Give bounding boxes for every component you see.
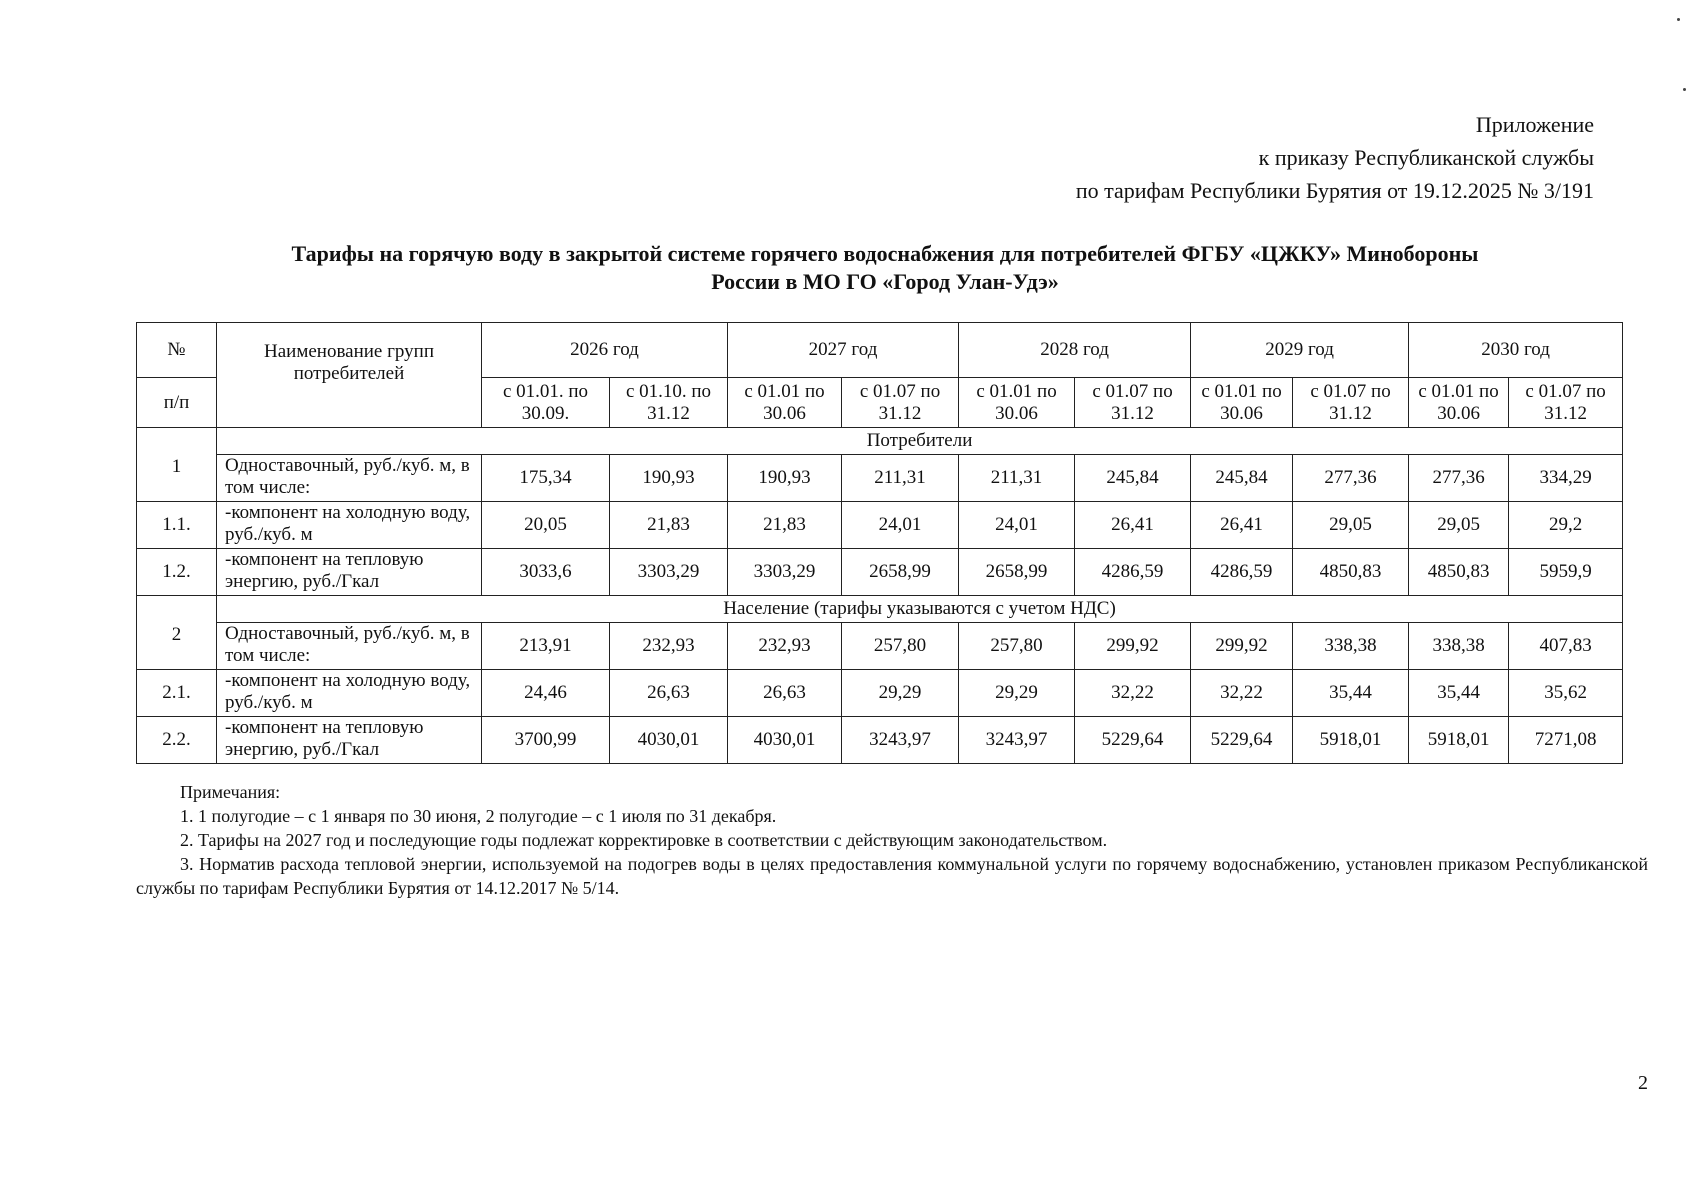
document-title-line-1: Тарифы на горячую воду в закрытой системе горячего водоснабжения для потребителей ФГБУ «ЦЖКУ» Минобороны: [291, 241, 1479, 266]
tariff-value: 3243,97: [842, 717, 959, 764]
tariff-value: 3033,6: [482, 549, 610, 596]
period-header: с 01.07 по 31.12: [842, 378, 959, 428]
period-header: с 01.07 по 31.12: [1509, 378, 1623, 428]
tariff-value: 4850,83: [1409, 549, 1509, 596]
tariff-value: 5229,64: [1191, 717, 1293, 764]
group-title: Потребители: [217, 428, 1623, 455]
tariff-value: 190,93: [728, 455, 842, 502]
tariff-value: 3303,29: [610, 549, 728, 596]
tariff-value: 26,41: [1191, 502, 1293, 549]
row-number: 1.1.: [137, 502, 217, 549]
col-no-header: №: [137, 323, 217, 378]
appendix-label: Приложение: [1475, 112, 1594, 137]
tariff-value: 26,41: [1075, 502, 1191, 549]
appendix-order-ref: к приказу Республиканской службы: [1258, 145, 1594, 170]
row-number: 2.2.: [137, 717, 217, 764]
tariff-value: 24,46: [482, 670, 610, 717]
period-header: с 01.01 по 30.06: [1191, 378, 1293, 428]
period-header: с 01.07 по 31.12: [1075, 378, 1191, 428]
period-header: с 01.01. по 30.09.: [482, 378, 610, 428]
period-header: с 01.10. по 31.12: [610, 378, 728, 428]
tariff-value: 257,80: [842, 623, 959, 670]
tariff-value: 26,63: [728, 670, 842, 717]
notes-title: Примечания:: [180, 782, 281, 802]
group-title-row: [137, 596, 1623, 623]
table-header-row-years: [137, 323, 1623, 378]
notes-section: [136, 780, 1648, 900]
tariff-value: 338,38: [1293, 623, 1409, 670]
tariff-value: 299,92: [1191, 623, 1293, 670]
tariff-value: 5918,01: [1293, 717, 1409, 764]
tariff-value: 2658,99: [959, 549, 1075, 596]
tariff-value: 29,29: [842, 670, 959, 717]
tariff-value: 175,34: [482, 455, 610, 502]
period-header: с 01.07 по 31.12: [1293, 378, 1409, 428]
tariff-value: 5918,01: [1409, 717, 1509, 764]
tariff-value: 245,84: [1191, 455, 1293, 502]
group-title-row: [137, 428, 1623, 455]
tariff-value: 29,29: [959, 670, 1075, 717]
group-number: 1: [137, 428, 217, 502]
table-row: [137, 623, 1623, 670]
tariff-value: 213,91: [482, 623, 610, 670]
note-item: 2. Тарифы на 2027 год и последующие годы подлежат корректировке в соответствии с действующим законодательством.: [180, 830, 1108, 850]
year-header-2026: 2026 год: [482, 323, 728, 378]
scan-speck: [1683, 88, 1686, 91]
tariff-value: 20,05: [482, 502, 610, 549]
tariff-value: 21,83: [728, 502, 842, 549]
tariff-value: 4286,59: [1075, 549, 1191, 596]
tariff-value: 21,83: [610, 502, 728, 549]
tariff-value: 26,63: [610, 670, 728, 717]
row-name: -компонент на холодную воду, руб./куб. м: [217, 502, 482, 549]
tariff-value: 4030,01: [610, 717, 728, 764]
group-title: Население (тарифы указываются с учетом НДС): [217, 596, 1623, 623]
tariff-value: 35,62: [1509, 670, 1623, 717]
row-name: -компонент на холодную воду, руб./куб. м: [217, 670, 482, 717]
tariff-value: 3700,99: [482, 717, 610, 764]
group-number: 2: [137, 596, 217, 670]
col-name-header: Наименование групп потребителей: [217, 323, 482, 428]
tariff-value: 245,84: [1075, 455, 1191, 502]
tariff-value: 35,44: [1409, 670, 1509, 717]
row-name: Одноставочный, руб./куб. м, в том числе:: [217, 455, 482, 502]
tariff-value: 299,92: [1075, 623, 1191, 670]
tariff-value: 35,44: [1293, 670, 1409, 717]
year-header-2030: 2030 год: [1409, 323, 1623, 378]
table-row: [137, 717, 1623, 764]
note-item: 3. Норматив расхода тепловой энергии, используемой на подогрев воды в целях предоставления коммунальной услуги по горячему водоснабжению, установлен приказом Республиканской службы по тарифам Республики Бурятия от 14.12.2017 № 5/14.: [136, 854, 1648, 898]
tariff-value: 190,93: [610, 455, 728, 502]
document-title-line-2: России в МО ГО «Город Улан-Удэ»: [711, 269, 1059, 294]
tariff-value: 24,01: [959, 502, 1075, 549]
period-header: с 01.01 по 30.06: [728, 378, 842, 428]
tariff-value: 277,36: [1409, 455, 1509, 502]
row-name: -компонент на тепловую энергию, руб./Гкал: [217, 717, 482, 764]
year-header-2028: 2028 год: [959, 323, 1191, 378]
row-name: -компонент на тепловую энергию, руб./Гкал: [217, 549, 482, 596]
tariff-value: 2658,99: [842, 549, 959, 596]
table-row: [137, 455, 1623, 502]
row-number: 2.1.: [137, 670, 217, 717]
tariff-value: 211,31: [842, 455, 959, 502]
scan-speck: [1677, 18, 1680, 21]
tariff-value: 232,93: [610, 623, 728, 670]
tariff-value: 3303,29: [728, 549, 842, 596]
tariff-value: 7271,08: [1509, 717, 1623, 764]
appendix-order-date: по тарифам Республики Бурятия от 19.12.2025 № 3/191: [1075, 178, 1594, 203]
appendix-header: [1076, 108, 1594, 207]
tariff-value: 338,38: [1409, 623, 1509, 670]
tariff-value: 4286,59: [1191, 549, 1293, 596]
tariff-value: 29,05: [1293, 502, 1409, 549]
tariff-value: 32,22: [1191, 670, 1293, 717]
row-number: 1.2.: [137, 549, 217, 596]
tariff-value: 232,93: [728, 623, 842, 670]
tariff-value: 277,36: [1293, 455, 1409, 502]
tariff-value: 5959,9: [1509, 549, 1623, 596]
tariff-value: 407,83: [1509, 623, 1623, 670]
tariff-value: 4850,83: [1293, 549, 1409, 596]
page-number: 2: [1638, 1072, 1648, 1094]
tariff-value: 5229,64: [1075, 717, 1191, 764]
tariff-value: 257,80: [959, 623, 1075, 670]
note-item: 1. 1 полугодие – с 1 января по 30 июня, 2 полугодие – с 1 июля по 31 декабря.: [180, 806, 777, 826]
tariff-value: 211,31: [959, 455, 1075, 502]
year-header-2029: 2029 год: [1191, 323, 1409, 378]
table-row: [137, 670, 1623, 717]
document-title: [135, 240, 1635, 296]
col-no-subheader: п/п: [137, 378, 217, 428]
tariff-value: 24,01: [842, 502, 959, 549]
tariff-value: 32,22: [1075, 670, 1191, 717]
tariff-value: 29,2: [1509, 502, 1623, 549]
tariff-value: 334,29: [1509, 455, 1623, 502]
tariff-value: 3243,97: [959, 717, 1075, 764]
tariff-value: 4030,01: [728, 717, 842, 764]
period-header: с 01.01 по 30.06: [1409, 378, 1509, 428]
tariff-value: 29,05: [1409, 502, 1509, 549]
tariff-table: [136, 322, 1623, 764]
year-header-2027: 2027 год: [728, 323, 959, 378]
row-name: Одноставочный, руб./куб. м, в том числе:: [217, 623, 482, 670]
table-row: [137, 549, 1623, 596]
period-header: с 01.01 по 30.06: [959, 378, 1075, 428]
table-row: [137, 502, 1623, 549]
